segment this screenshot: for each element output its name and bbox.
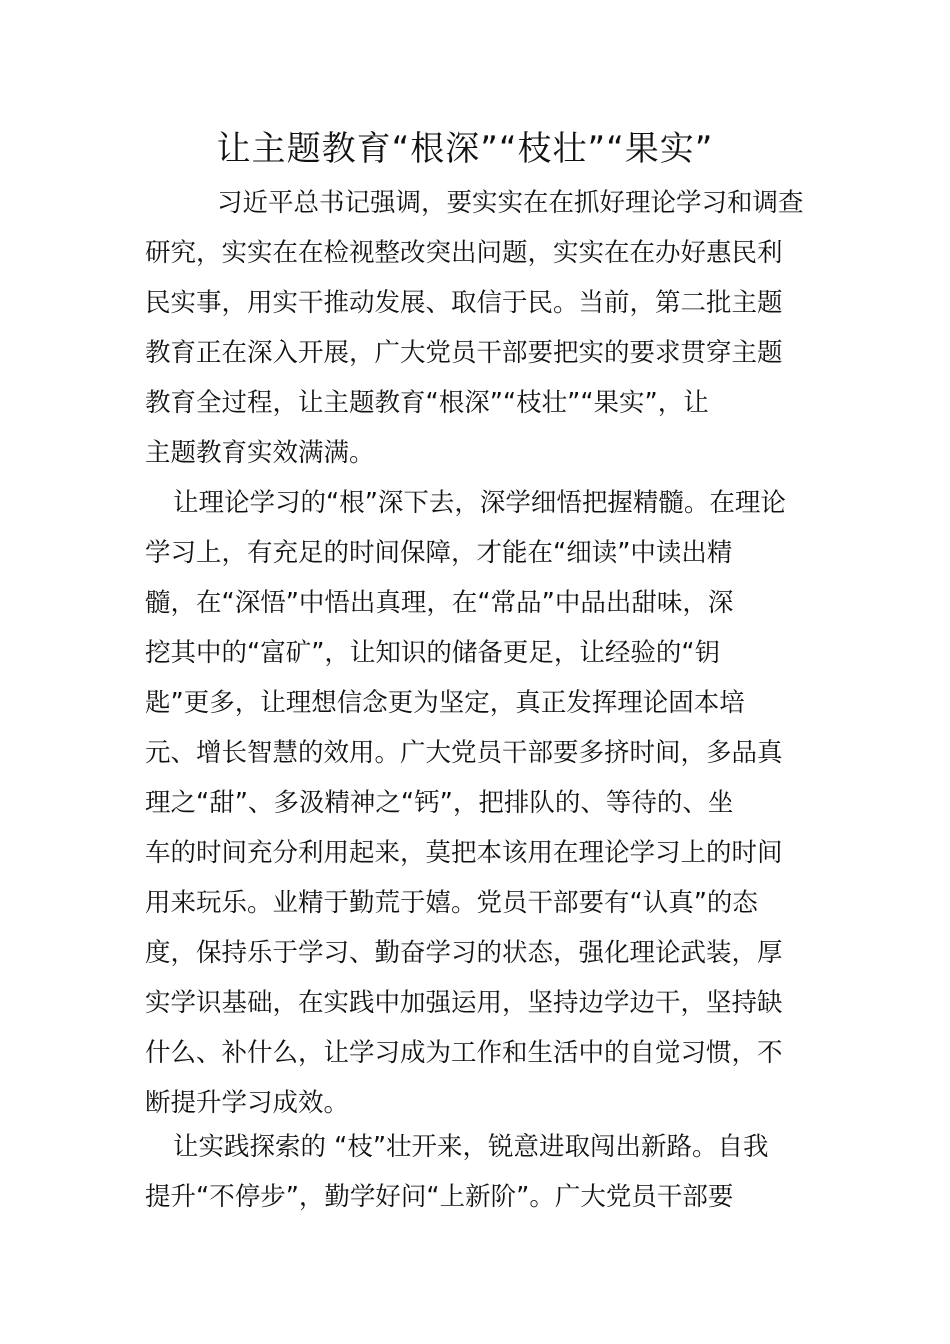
text-line: 提升“不停步”，勤学好问“上新阶”。广大党员干部要 (145, 1182, 734, 1212)
text-line: 用来玩乐。业精于勤荒于嬉。党员干部要有“认真”的态 (145, 888, 758, 918)
paragraph-2 (145, 478, 810, 1128)
paragraph-1 (145, 178, 810, 478)
text-line: 教育正在深入开展，广大党员干部要把实的要求贯穿主题 (145, 338, 783, 368)
text-line: 挖其中的“富矿”，让知识的储备更足，让经验的“钥 (145, 638, 721, 668)
text-line: 匙”更多，让理想信念更为坚定，真正发挥理论固本培 (145, 688, 745, 718)
text-line: 髓，在“深悟”中悟出真理，在“常品”中品出甜味，深 (145, 588, 734, 618)
text-line: 研究，实实在在检视整改突出问题，实实在在办好惠民利 (145, 238, 783, 268)
text-line: 度，保持乐于学习、勤奋学习的状态，强化理论武装，厚 (145, 938, 783, 968)
text-line: 学习上，有充足的时间保障，才能在“细读”中读出精 (145, 538, 733, 568)
text-line: 理之“甜”、多汲精神之“钙”，把排队的、等待的、坐 (145, 788, 734, 818)
text-line: 什么、补什么，让学习成为工作和生活中的自觉习惯，不 (145, 1038, 783, 1068)
text-line: 断提升学习成效。 (145, 1088, 350, 1118)
text-line: 让理论学习的“根”深下去，深学细悟把握精髓。在理论 (173, 488, 786, 518)
text-line: 让实践探索的 “枝”壮开来，锐意进取闯出新路。自我 (173, 1132, 769, 1162)
document-title: 让主题教育“根深”“枝壮”“果实” (216, 129, 714, 169)
text-line: 习近平总书记强调，要实实在在抓好理论学习和调查 (217, 188, 804, 218)
text-line: 民实事，用实干推动发展、取信于民。当前，第二批主题 (145, 288, 783, 318)
text-line: 教育全过程，让主题教育“根深”“枝壮”“果实”，让 (145, 388, 709, 418)
text-line: 主题教育实效满满。 (145, 438, 375, 468)
paragraph-3 (145, 1122, 810, 1222)
text-line: 车的时间充分利用起来，莫把本该用在理论学习上的时间 (145, 838, 783, 868)
text-line: 实学识基础，在实践中加强运用，坚持边学边干，坚持缺 (145, 988, 783, 1018)
text-line: 元、增长智慧的效用。广大党员干部要多挤时间，多品真 (145, 738, 783, 768)
